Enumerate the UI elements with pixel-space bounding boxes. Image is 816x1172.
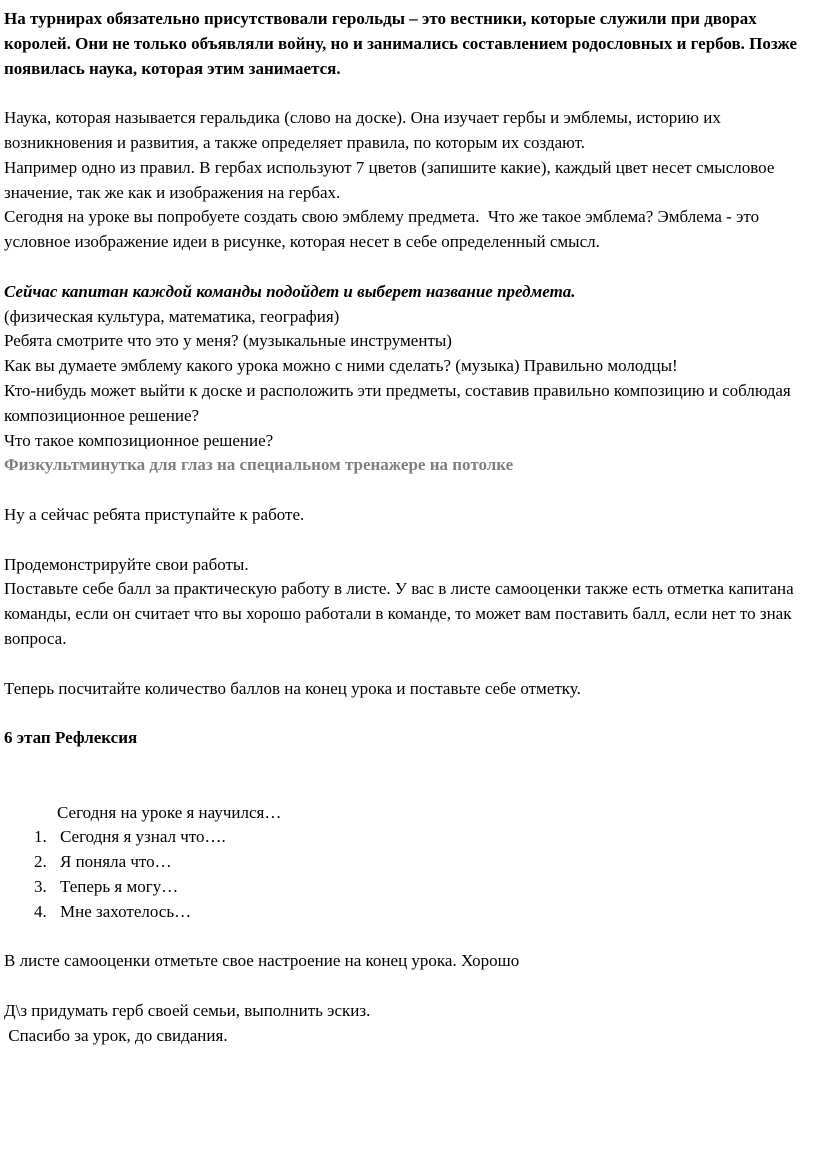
paragraph: Сейчас капитан каждой команды подойдет и выберет название предмета. bbox=[4, 281, 576, 301]
blank-line bbox=[4, 528, 812, 553]
paragraph: Наука, которая называется геральдика (слово на доске). Она изучает гербы и эмблемы, историю их возникновения и развития, а также определяет правила, по которым их создают. bbox=[4, 108, 726, 152]
paragraph: (физическая культура, математика, география) bbox=[4, 306, 340, 326]
paragraph: Продемонстрируйте свои работы. bbox=[4, 554, 249, 574]
blank-line bbox=[4, 751, 812, 776]
list-item-text: Сегодня я узнал что…. bbox=[60, 827, 226, 847]
blank-line bbox=[4, 652, 812, 677]
list-item bbox=[4, 825, 812, 850]
blank-line bbox=[4, 255, 812, 280]
paragraph: Ребята смотрите что это у меня? (музыкальные инструменты) bbox=[4, 331, 452, 351]
list-number: 1. bbox=[34, 827, 47, 847]
blank-line bbox=[4, 478, 812, 503]
paragraph: Спасибо за урок, до свидания. bbox=[4, 1025, 228, 1045]
list-item bbox=[4, 875, 812, 900]
paragraph: Ну а сейчас ребята приступайте к работе. bbox=[4, 504, 305, 524]
list-item-text: Я поняла что… bbox=[60, 852, 172, 872]
list-number: 3. bbox=[34, 876, 47, 896]
list-item bbox=[4, 900, 812, 925]
blank-line bbox=[4, 974, 812, 999]
paragraph: Например одно из правил. В гербах используют 7 цветов (запишите какие), каждый цвет несет смысловое значение, так же как и изображения на гербах. bbox=[4, 157, 779, 202]
list-number: 2. bbox=[34, 852, 47, 872]
list-item bbox=[4, 850, 812, 875]
paragraph: Поставьте себе балл за практическую работу в листе. У вас в листе самооценки также есть отметка капитана команды, если он считает что вы хорошо работали в команде, то может вам поставить балл, если нет то знак вопроса. bbox=[4, 579, 798, 648]
blank-line bbox=[4, 81, 812, 106]
paragraph: 6 этап Рефлексия bbox=[4, 728, 138, 748]
blank-line bbox=[4, 924, 812, 949]
paragraph: Кто-нибудь может выйти к доске и расположить эти предметы, составив правильно композицию и соблюдая композиционное решение? bbox=[4, 380, 795, 425]
paragraph: Сегодня на уроке вы попробуете создать свою эмблему предмета. Что же такое эмблема? Эмблема - это условное изображение идеи в рисунке, которая несет в себе определенный смысл. bbox=[4, 207, 764, 252]
paragraph: Как вы думаете эмблему какого урока можно с ними сделать? (музыка) Правильно молодцы! bbox=[4, 356, 678, 376]
paragraph: Теперь посчитайте количество баллов на конец урока и поставьте себе отметку. bbox=[4, 678, 581, 698]
list-item-text: Теперь я могу… bbox=[60, 876, 179, 896]
paragraph: Сегодня на уроке я научился… bbox=[57, 802, 282, 822]
blank-line bbox=[4, 701, 812, 726]
paragraph: На турнирах обязательно присутствовали герольды – это вестники, которые служили при дворах королей. Они не только объявляли войну, но и занимались составлением родословных и гербов. Позже появилась наука, которая этим занимается. bbox=[4, 9, 802, 78]
list-number: 4. bbox=[34, 901, 47, 921]
paragraph: В листе самооценки отметьте свое настроение на конец урока. Хорошо bbox=[4, 951, 520, 971]
paragraph: Что такое композиционное решение? bbox=[4, 430, 274, 450]
paragraph: Д\з придумать герб своей семьи, выполнить эскиз. bbox=[4, 1000, 371, 1020]
blank-line bbox=[4, 776, 812, 801]
list-item-text: Мне захотелось… bbox=[60, 901, 192, 921]
paragraph: Физкультминутка для глаз на специальном тренажере на потолке bbox=[4, 455, 514, 475]
